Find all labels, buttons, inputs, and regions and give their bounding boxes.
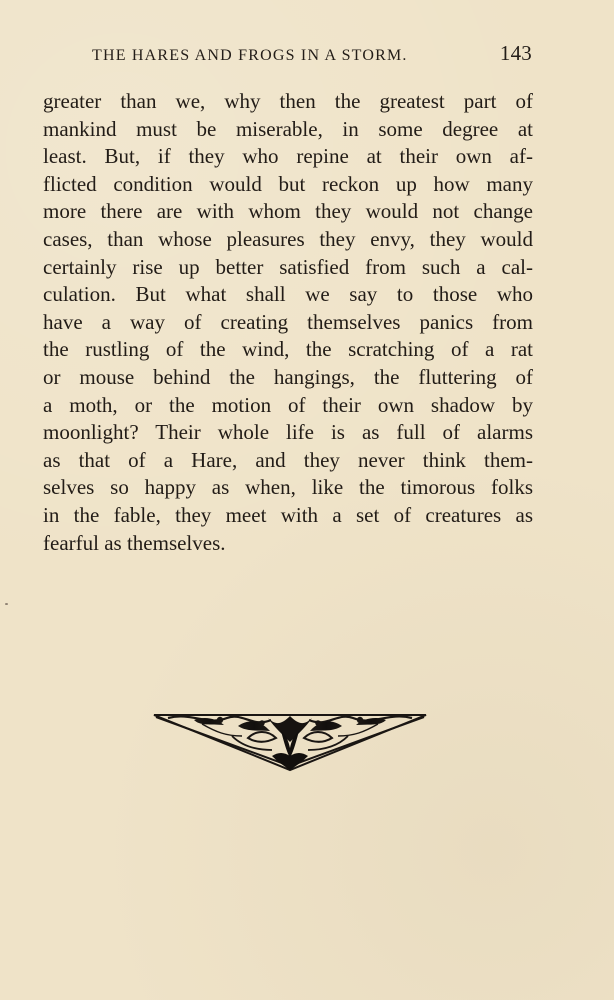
text-line: have a way of creating themselves panics from [43, 309, 533, 334]
page-number: 143 [499, 41, 532, 65]
text-line: or mouse behind the hangings, the fluttering of [43, 364, 533, 389]
text-line: a moth, or the motion of their own shadow by [43, 392, 533, 417]
text-line: moonlight? Their whole life is as full of alarms [43, 420, 533, 445]
text-line: greater than we, why then the greatest part of [43, 89, 533, 113]
text-line: fearful as themselves. [43, 530, 226, 555]
text-line: cases, than whose pleasures they envy, they would [43, 226, 533, 251]
text-line: least. But, if they who repine at their own af- [43, 144, 533, 169]
running-head-title: THE HARES AND FROGS IN A STORM. [92, 47, 408, 64]
text-line: certainly rise up better satisfied from such a cal- [43, 254, 533, 279]
page-speck [5, 603, 8, 605]
text-line: selves so happy as when, like the timorous folks [43, 475, 533, 500]
text-line: flicted condition would but reckon up how many [43, 171, 533, 196]
body-text [43, 88, 533, 557]
text-line: as that of a Hare, and they never think them- [43, 447, 533, 472]
running-head [92, 41, 532, 68]
text-line: the rustling of the wind, the scratching of a rat [43, 337, 533, 362]
text-line: in the fable, they meet with a set of creatures as [43, 502, 533, 527]
text-line: more there are with whom they would not change [43, 199, 533, 224]
ornamental-tailpiece-icon [150, 708, 430, 778]
text-line: mankind must be miserable, in some degree at [43, 116, 533, 141]
text-line: culation. But what shall we say to those who [43, 282, 533, 307]
